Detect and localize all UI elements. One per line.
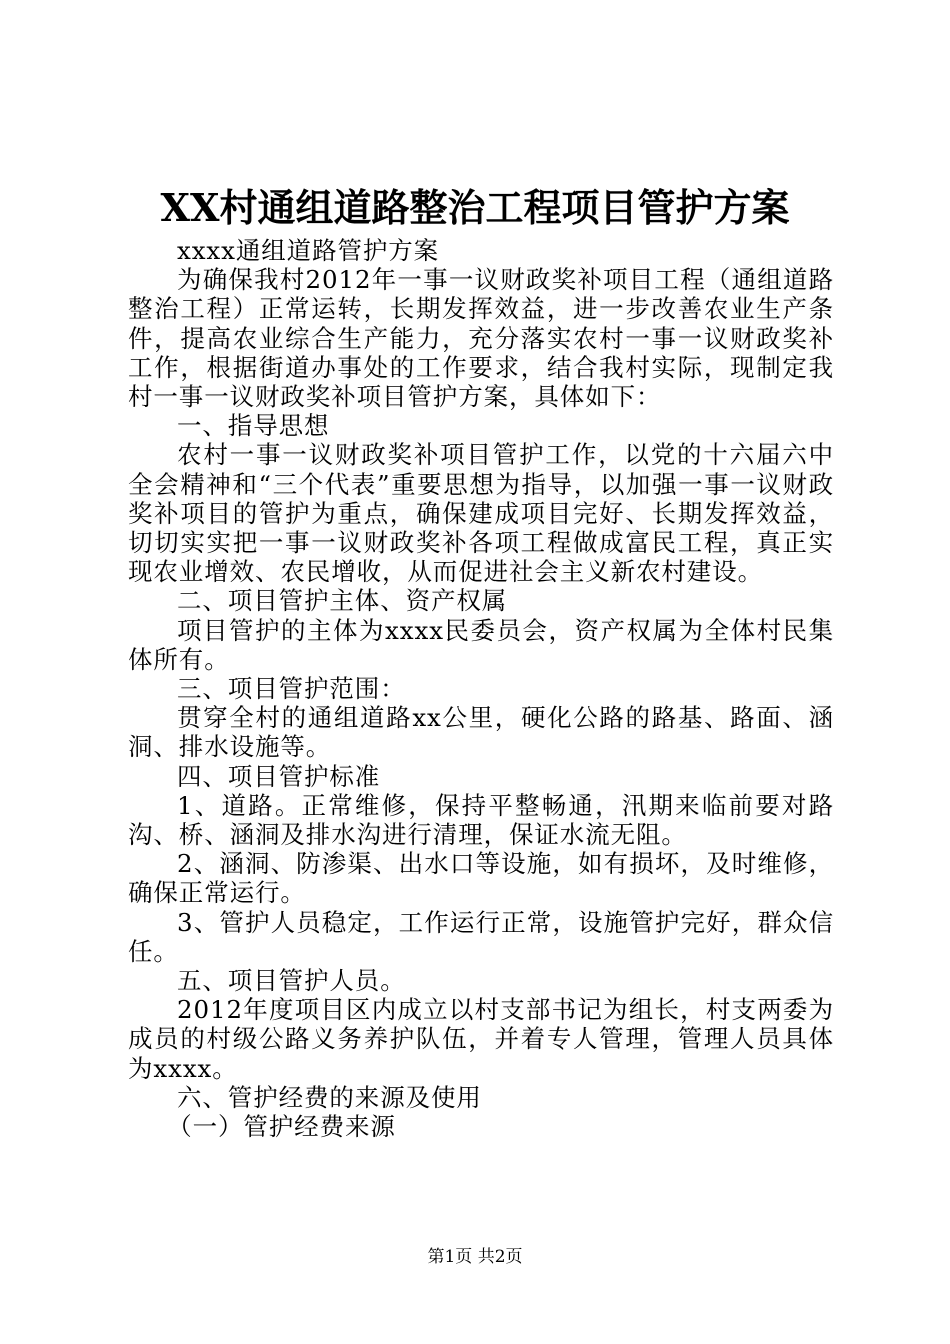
heading-guiding-principle: 一、指导思想 — [177, 411, 330, 441]
document-body — [128, 236, 834, 1141]
paragraph-guiding-principle: 农村一事一议财政奖补项目管护工作，以党的十六届六中全会精神和“三个代表”重要思想为指导，以加强一事一议财政奖补项目的管护为重点，确保建成项目完好、长期发挥效益，切切实实把一事一议财政奖补各项工程做成富民工程，真正实现农业增效、农民增收，从而促进社会主义新农村建设。 — [128, 440, 834, 587]
paragraph-management-personnel: 2012年度项目区内成立以村支部书记为组长，村支两委为成员的村级公路义务养护队伍，并着专人管理，管理人员具体为xxxx。 — [128, 995, 834, 1083]
paragraph-standard-1: 1、道路。正常维修，保持平整畅通，汛期来临前要对路沟、桥、涵洞及排水沟进行清理，保证水流无阻。 — [128, 790, 834, 850]
paragraph-standard-3: 3、管护人员稳定，工作运行正常，设施管护完好，群众信任。 — [128, 907, 834, 966]
document-title: XX村通组道路整治工程项目管护方案 — [160, 185, 790, 230]
paragraph-management-subject: 项目管护的主体为xxxx民委员会，资产权属为全体村民集体所有。 — [128, 615, 834, 674]
paragraph-standard-2: 2、涵洞、防渗渠、出水口等设施，如有损坏，及时维修，确保正常运行。 — [128, 849, 834, 908]
paragraph-intro: 为确保我村2012年一事一议财政奖补项目工程（通组道路整治工程）正常运转，长期发挥效益，进一步改善农业生产条件，提高农业综合生产能力，充分落实农村一事一议财政奖补工作，根据街道办事处的工作要求，结合我村实际，现制定我村一事一议财政奖补项目管护方案，具体如下： — [128, 265, 834, 412]
paragraph-subtitle: xxxx通组道路管护方案 — [177, 236, 440, 265]
heading-funding: 六、管护经费的来源及使用 — [177, 1082, 482, 1112]
page-footer: 第1页 共2页 — [427, 1247, 523, 1267]
heading-funding-source: （一）管护经费来源 — [167, 1112, 396, 1142]
heading-management-standard: 四、项目管护标准 — [177, 761, 381, 791]
heading-management-scope: 三、项目管护范围： — [177, 674, 406, 704]
paragraph-management-scope: 贯穿全村的通组道路xx公里，硬化公路的路基、路面、涵洞、排水设施等。 — [128, 703, 834, 762]
heading-management-personnel: 五、项目管护人员。 — [177, 966, 406, 996]
heading-management-subject: 二、项目管护主体、资产权属 — [177, 586, 508, 616]
